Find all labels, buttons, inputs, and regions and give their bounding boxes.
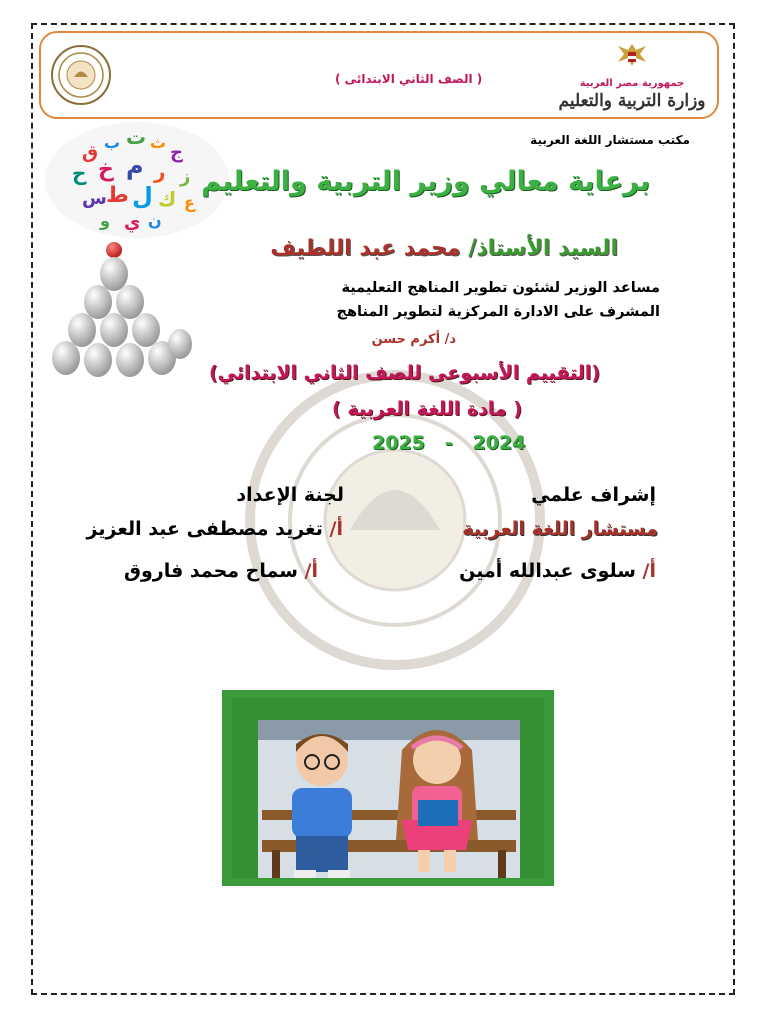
svg-text:م: م	[126, 152, 144, 180]
svg-text:س: س	[82, 188, 107, 209]
committee-member-1	[87, 518, 343, 540]
official-title: السيد الأستاذ/	[468, 236, 618, 261]
supervision-label: إشراف علمي	[531, 484, 656, 506]
supervisor-prefix: أ/	[642, 560, 656, 582]
svg-text:ق: ق	[82, 142, 99, 163]
svg-text:خ: خ	[98, 157, 114, 182]
academic-years: 2025 - 2024	[372, 432, 526, 454]
patronage-heading: برعاية معالي وزير التربية والتعليم	[201, 166, 650, 197]
office-label: مكتب مستشار اللغة العربية	[530, 133, 690, 147]
svg-text:و: و	[100, 211, 110, 230]
ministry-name-text: وزارة التربية والتعليم	[558, 91, 706, 111]
grade-label: ( الصف الثاني الابتدائى )	[335, 72, 483, 86]
children-reading-illustration	[222, 690, 554, 886]
committee-member-2	[124, 560, 318, 582]
svg-text:ث: ث	[150, 133, 167, 152]
member-2-prefix: أ/	[304, 560, 318, 582]
member-2-name: سماح محمد فاروق	[123, 560, 298, 582]
svg-text:ج: ج	[170, 142, 183, 163]
svg-text:ر: ر	[154, 159, 166, 183]
assessment-subject: ( مادة اللغة العربية )	[332, 398, 522, 420]
svg-text:ز: ز	[180, 166, 191, 187]
member-1-prefix: أ/	[329, 518, 343, 540]
svg-text:ل: ل	[132, 182, 153, 210]
official-role-line-2: المشرف على الادارة المركزية لتطوير المناهج	[336, 304, 660, 320]
assessment-title: (التقييم الأسبوعى للصف الثاني الابتدائي)	[208, 362, 600, 384]
official-name: محمد عبد اللطيف	[270, 236, 461, 261]
svg-text:ط: ط	[106, 183, 129, 208]
svg-text:ب: ب	[104, 133, 121, 152]
supervisor-name: سلوى عبدالله أمين	[459, 560, 636, 582]
svg-text:ت: ت	[126, 125, 147, 149]
svg-text:ن: ن	[148, 211, 162, 230]
member-1-name: تغريد مصطفى عبد العزيز	[86, 518, 323, 540]
ministry-seal-icon	[50, 44, 112, 106]
doctor-name: د/ أكرم حسن	[371, 332, 456, 347]
svg-text:ي: ي	[124, 212, 141, 233]
ministry-country-text: جمهورية مصر العربية	[579, 78, 685, 89]
svg-text:ح: ح	[72, 161, 87, 185]
official-role-line-1: مساعد الوزير لشئون تطوير المناهج التعليمية	[341, 280, 660, 296]
svg-text:ك: ك	[158, 187, 177, 211]
supervisor-name-line	[459, 560, 656, 582]
committee-label: لجنة الإعداد	[236, 484, 344, 506]
egg-pyramid-image	[48, 240, 198, 390]
ministry-logo-icon	[552, 38, 712, 114]
official-heading	[270, 236, 618, 261]
supervisor-title: مستشار اللغة العربية	[462, 518, 658, 540]
svg-text:ع: ع	[184, 193, 195, 212]
